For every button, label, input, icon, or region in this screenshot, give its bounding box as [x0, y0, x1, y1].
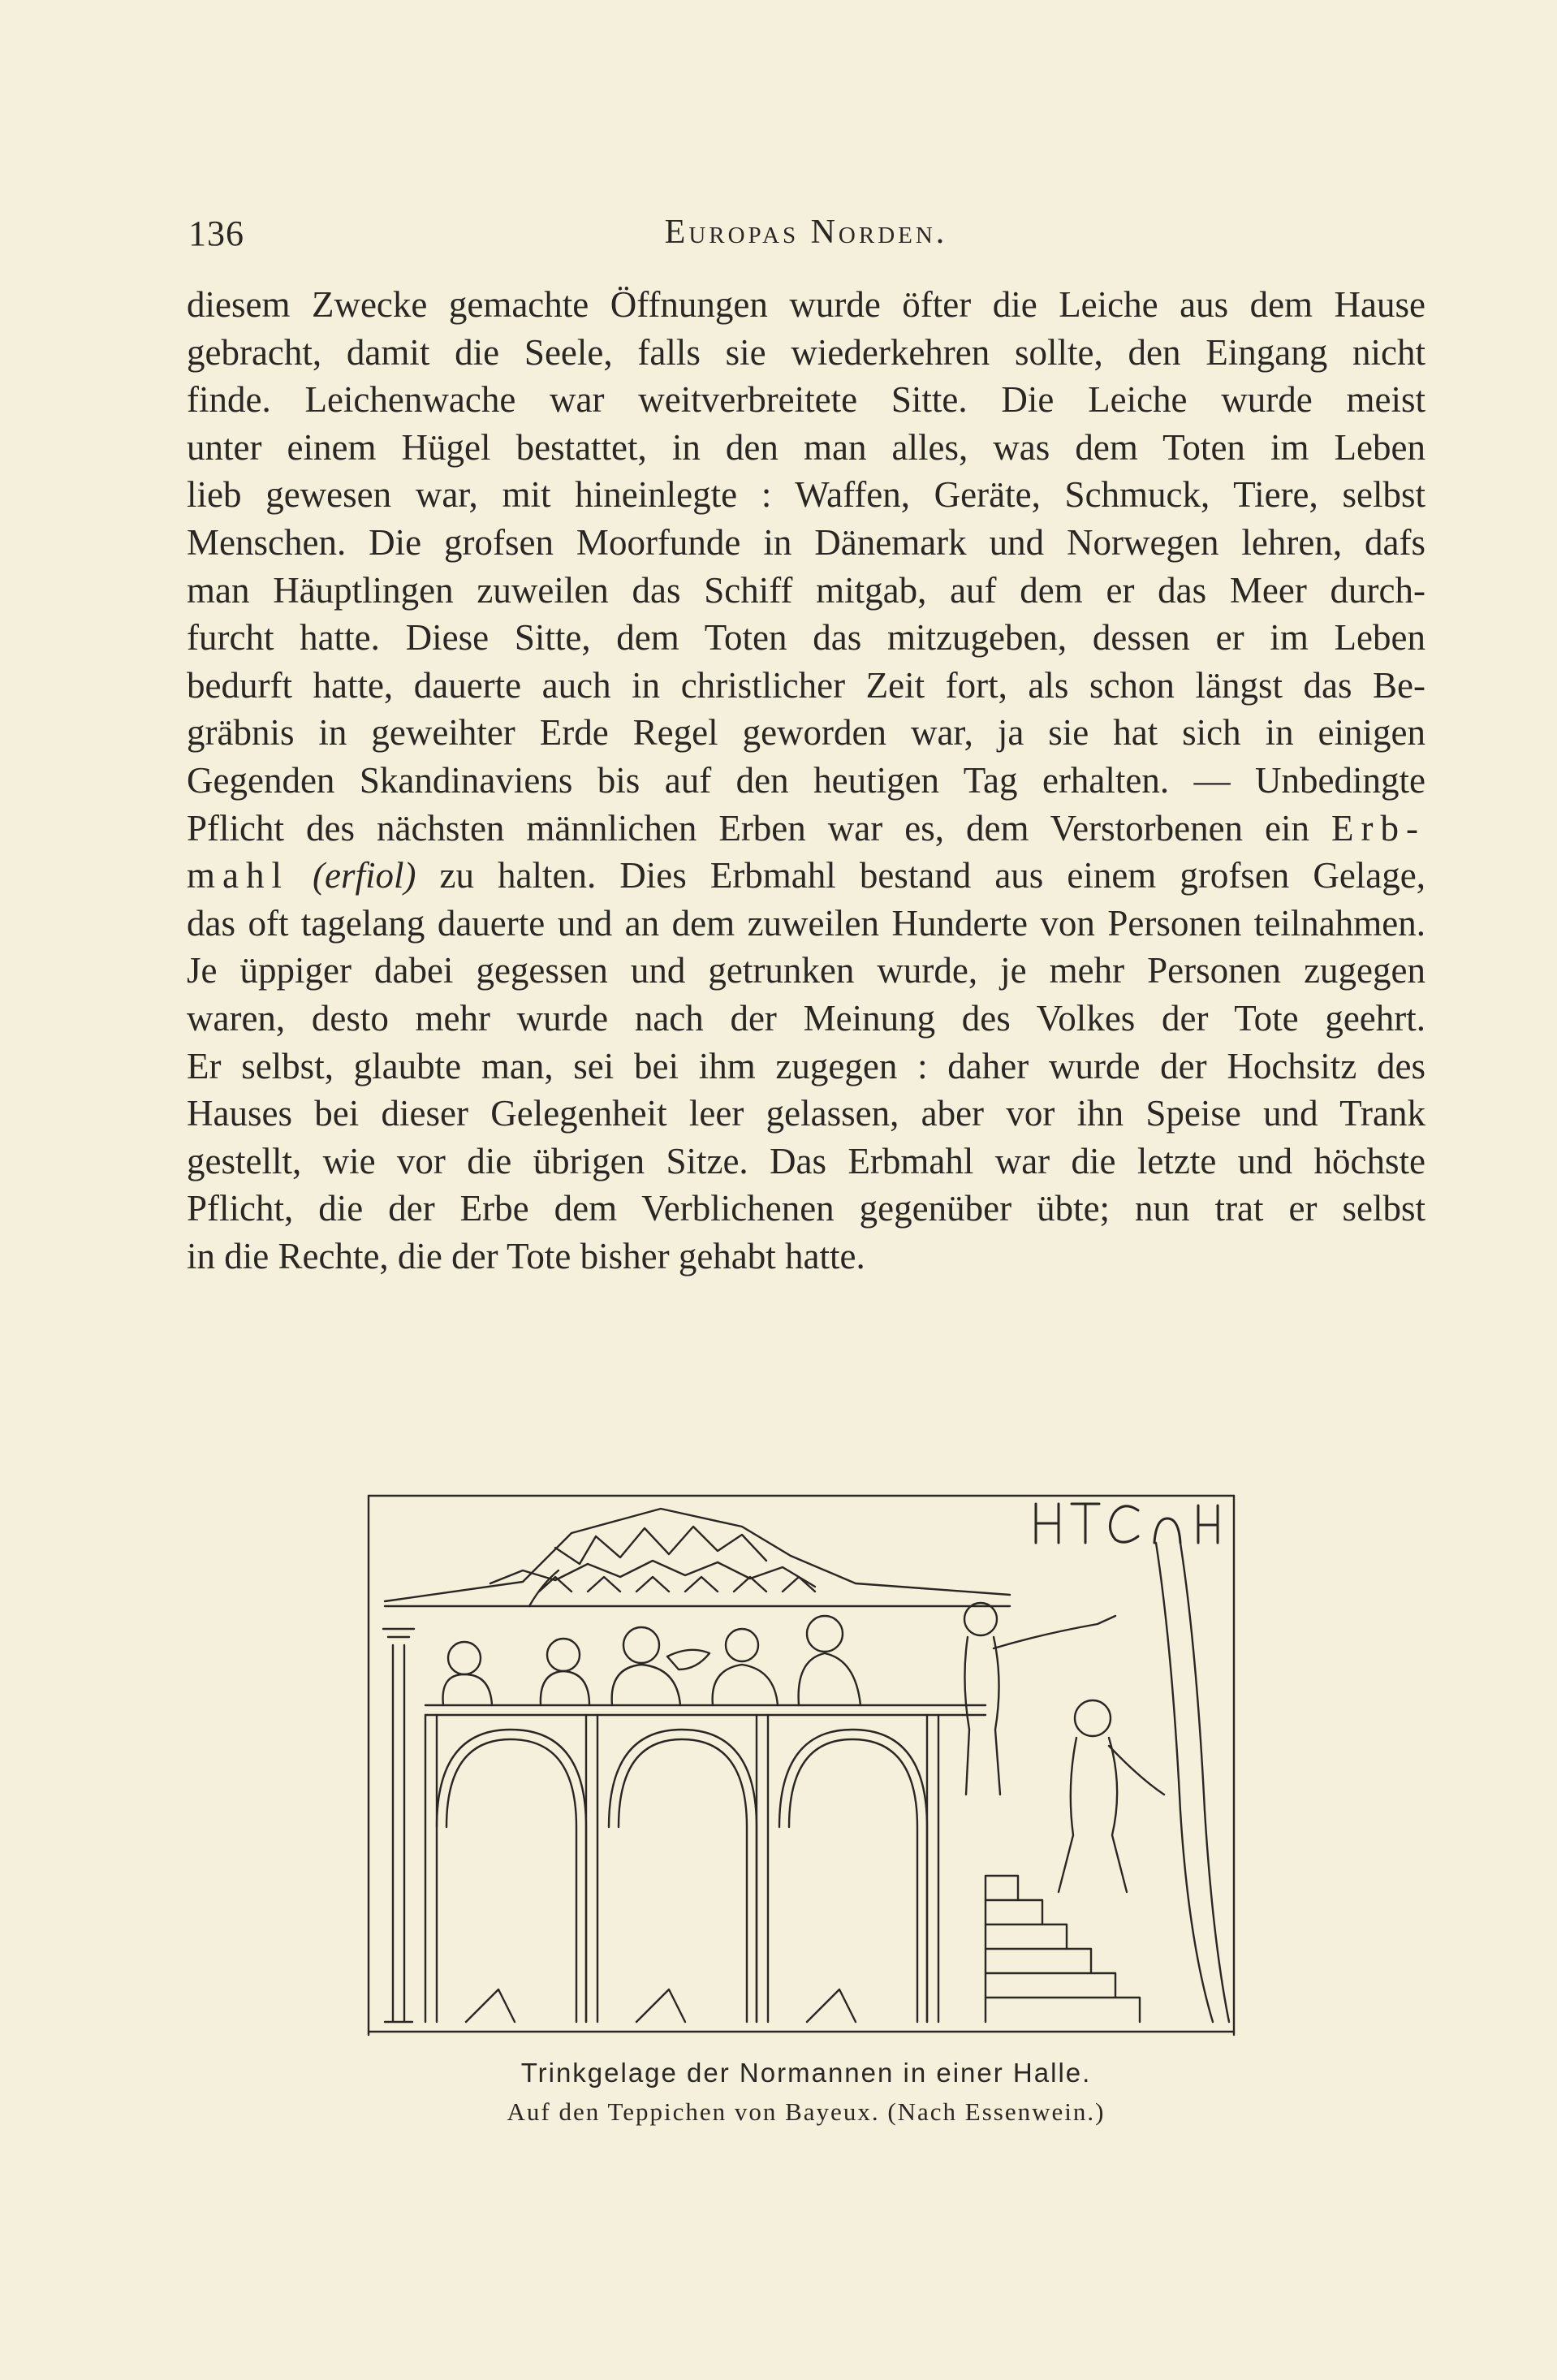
text-line: Er selbst, glaubte man, sei bei ihm zugegen : daher wurde der Hochsitz des	[187, 1045, 1425, 1086]
spaced-word: mahl	[187, 855, 289, 896]
text-line: Pflicht, die der Erbe dem Verblichenen gegenüber übte; nun trat er selbst	[187, 1188, 1425, 1229]
text-line: in die Rechte, die der Tote bisher gehabt hatte.	[187, 1235, 865, 1276]
text-line: gräbnis in geweihter Erde Regel geworden war, ja sie hat sich in einigen	[187, 712, 1425, 754]
stairs	[986, 1876, 1140, 2022]
inscription-label: HIC	[896, 1479, 898, 1480]
text-line: furcht hatte. Diese Sitte, dem Toten das mitzugeben, dessen er im Leben	[187, 617, 1425, 659]
text-line: bedurft hatte, dauerte auch in christlicher Zeit fort, als schon längst das Be-	[187, 664, 1425, 706]
text-line: waren, desto mehr wurde nach der Meinung des Volkes der Tote geehrt.	[187, 997, 1425, 1039]
page-number: 136	[188, 214, 244, 253]
text-fragment: Pflicht des nächsten männlichen Erben war es, dem Verstorbenen ein	[187, 807, 1310, 849]
line-drawing	[369, 1479, 1234, 2035]
text-line: lieb gewesen war, mit hineinlegte : Waffen, Geräte, Schmuck, Tiere, selbst	[187, 474, 1425, 516]
text-fragment: zu halten. Dies Erbmahl bestand aus einem grofsen Gelage,	[439, 855, 1426, 896]
feasting-figures	[443, 1543, 1229, 2022]
roof	[385, 1509, 1010, 1606]
text-line: gebracht, damit die Seele, falls sie wiederkehren sollte, den Eingang nicht	[187, 331, 1425, 373]
text-line-composite	[187, 805, 1425, 853]
italic-term: (erfiol)	[313, 855, 416, 896]
text-line: Je üppiger dabei gegessen und getrunken wurde, je mehr Personen zugegen	[187, 950, 1425, 991]
page-header	[188, 213, 1424, 261]
text-line: Gegenden Skandinaviens bis auf den heutigen Tag erhalten. — Unbedingte	[187, 759, 1425, 801]
text-line: das oft tagelang dauerte und an dem zuweilen Hunderte von Personen teilnahmen.	[187, 902, 1425, 944]
text-line: Menschen. Die grofsen Moorfunde in Dänemark und Norwegen lehren, dafs	[187, 521, 1425, 563]
inscription	[1036, 1504, 1218, 1543]
text-line: diesem Zwecke gemachte Öffnungen wurde öfter die Leiche aus dem Hause	[187, 284, 1425, 325]
figure-source: Auf den Teppichen von Bayeux. (Nach Essenwein.)	[507, 2097, 1106, 2126]
text-line: Hauses bei dieser Gelegenheit leer gelassen, aber vor ihn Speise und Trank	[187, 1093, 1425, 1134]
illustration-feast-hall	[369, 1479, 1234, 2035]
running-title: Europas Norden.	[664, 214, 948, 251]
text-line: man Häuptlingen zuweilen das Schiff mitgab, auf dem er das Meer durch-	[187, 569, 1425, 611]
text-line-composite	[187, 852, 1425, 900]
spaced-word: Erb-	[1331, 807, 1425, 849]
figure-text	[896, 1479, 898, 1480]
colonnade	[383, 1629, 986, 2022]
text-line: finde. Leichenwache war weitverbreitete Sitte. Die Leiche wurde meist	[187, 379, 1425, 421]
figure-caption: Trinkgelage der Normannen in einer Halle.	[520, 2058, 1092, 2088]
body-text	[187, 281, 1425, 1280]
text-line: unter einem Hügel bestattet, in den man alles, was dem Toten im Leben	[187, 426, 1425, 468]
text-line: gestellt, wie vor die übrigen Sitze. Das Erbmahl war die letzte und höchste	[187, 1140, 1425, 1181]
